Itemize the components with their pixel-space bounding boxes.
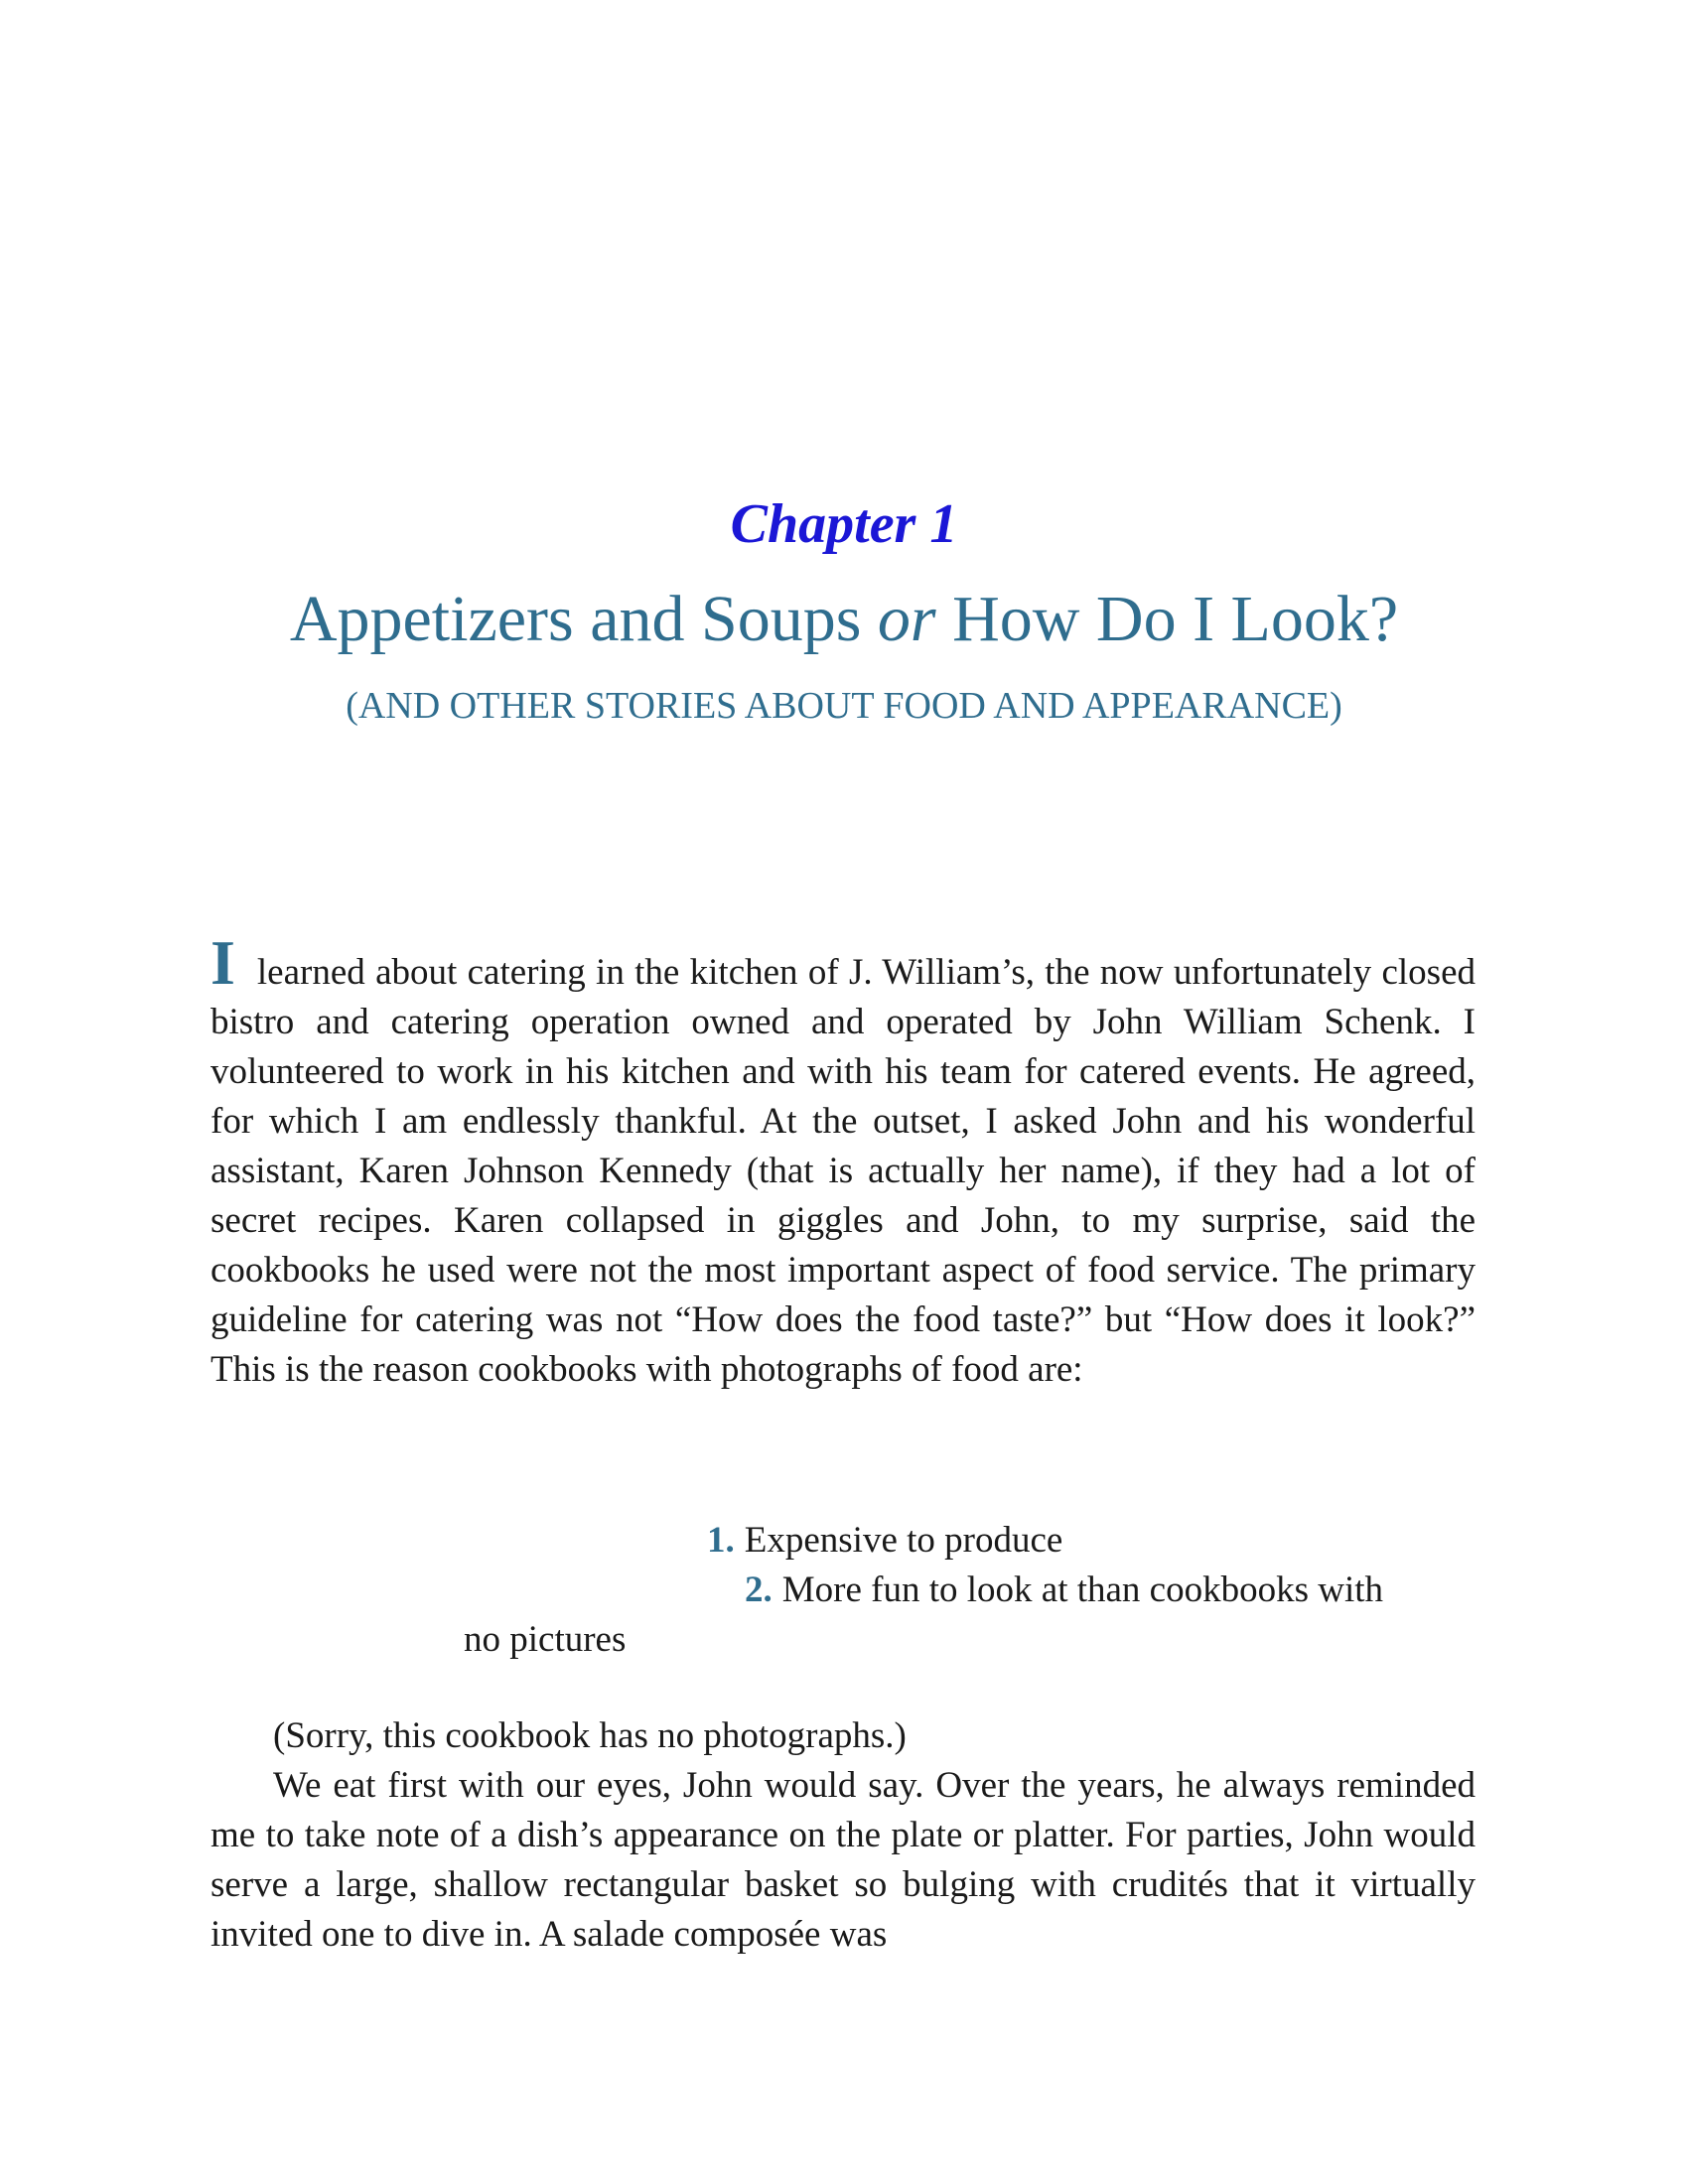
list-item xyxy=(745,1566,1383,1615)
second-paragraph: We eat first with our eyes, John would say. Over the years, he always reminded me to take note of a dish’s appearance on the plate or platter. For parties, John would serve a large, shallow rectangular basket so bulging with crudités that it virtually invited one to dive in. A salade composée was xyxy=(211,1765,1476,1955)
chapter-title-part1: Appetizers and Soups xyxy=(289,583,878,655)
chapter-title-part2: How Do I Look? xyxy=(935,583,1399,655)
chapter-title xyxy=(0,578,1688,661)
opening-paragraph-text: learned about catering in the kitchen of J. William’s, the now unfortunately closed bistro and catering operation owned and operated by John William Schenk. I volunteered to work in his kitchen and with his team for catered events. He agreed, for which I am endlessly thankful. At the outset, I asked John and his wonderful assistant, Karen Johnson Kennedy (that is actually her name), if they had a lot of secret recipes. Karen collapsed in giggles and John, to my surprise, said the cookbooks he used were not the most important aspect of food service. The primary guideline for catering was not “How does the food taste?” but “How does it look?” This is the reason cookbooks with photographs of food are: xyxy=(211,952,1476,1390)
aside-paragraph: (Sorry, this cookbook has no photographs.) xyxy=(273,1715,907,1756)
list-item-continuation: no pictures xyxy=(464,1619,627,1660)
list-number: 2. xyxy=(745,1570,773,1610)
list-number: 1. xyxy=(707,1520,735,1561)
chapter-label: Chapter 1 xyxy=(730,493,958,555)
list-item xyxy=(707,1516,1062,1566)
chapter-subtitle: (AND OTHER STORIES ABOUT FOOD AND APPEARANCE) xyxy=(346,685,1342,727)
chapter-title-italic: or xyxy=(877,583,936,655)
opening-paragraph xyxy=(211,927,1476,1395)
list-text: More fun to look at than cookbooks with xyxy=(781,1570,1384,1610)
list-text: Expensive to produce xyxy=(744,1520,1063,1561)
drop-cap: I xyxy=(211,927,235,998)
